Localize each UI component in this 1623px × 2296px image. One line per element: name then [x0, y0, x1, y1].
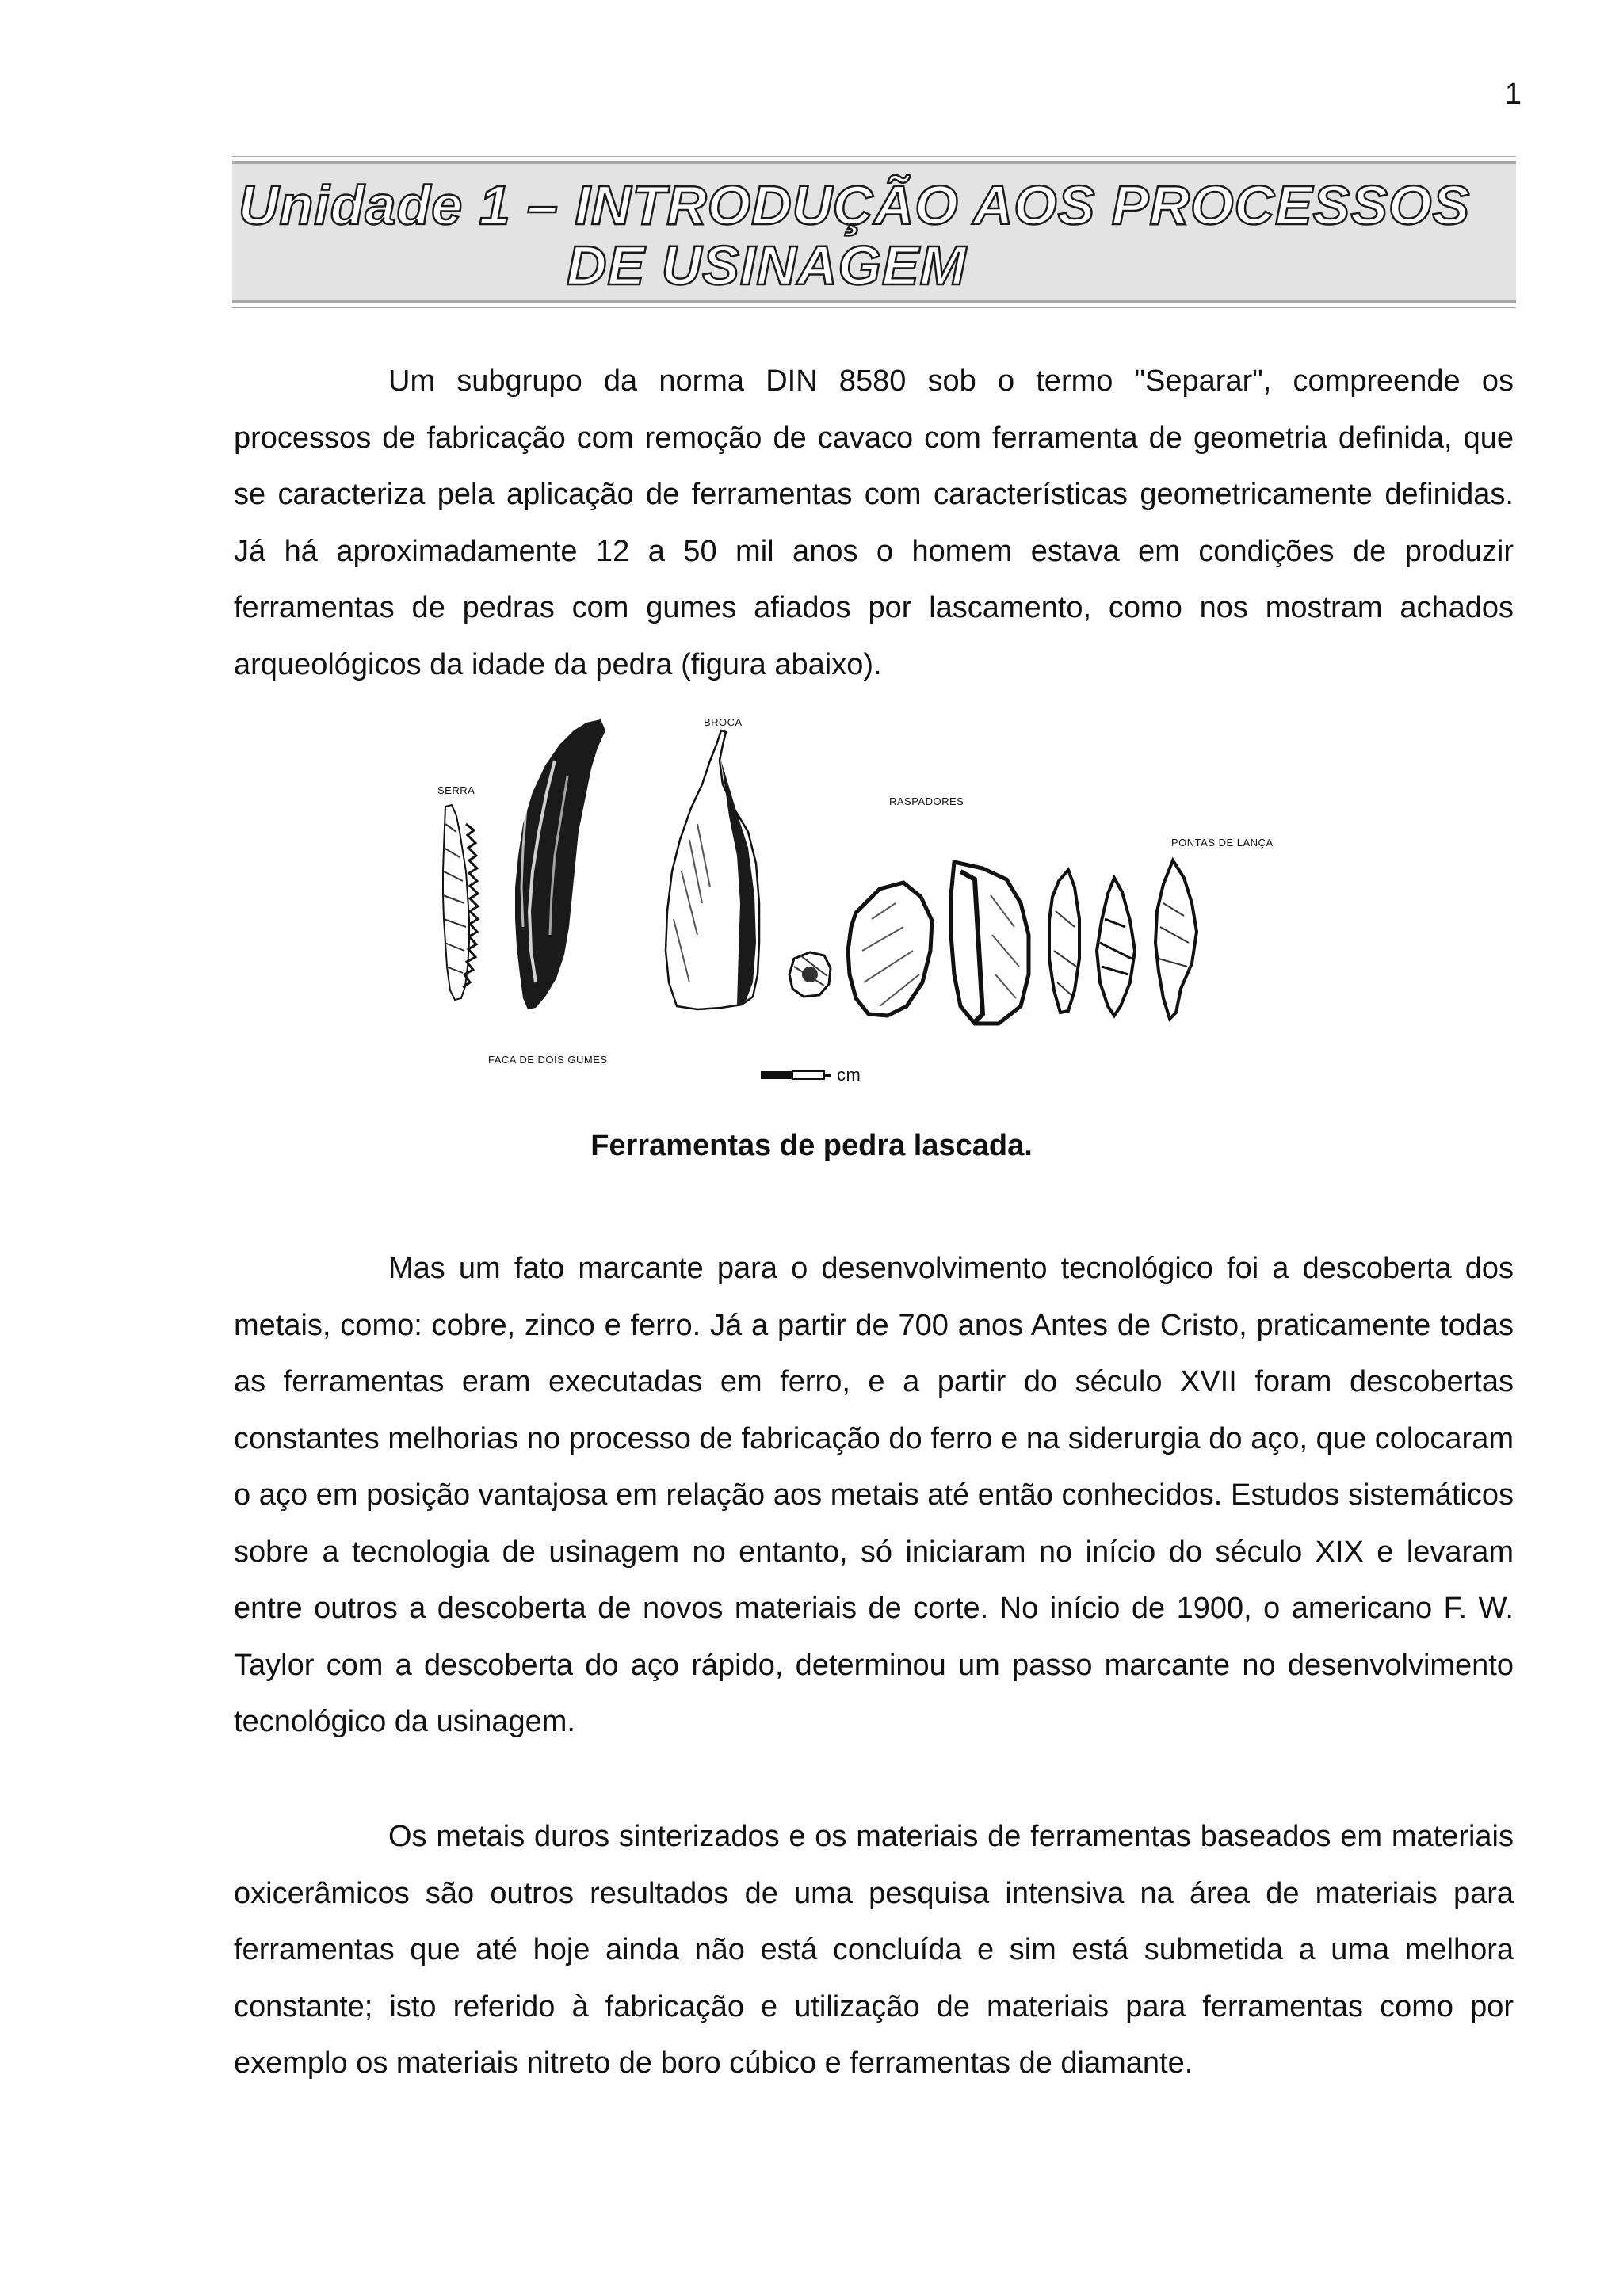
stone-tools-figure [428, 713, 1331, 1101]
paragraph-intro-text: Um subgrupo da norma DIN 8580 sob o termo "Separar", compreende os processos de fabricação com remoção de cavaco com ferramenta de geometria definida, que se caracteriza pela aplicação de ferramentas com características geometricamente definidas. Já há aproximadamente 12 a 50 mil anos o homem estava em condições de produzir ferramentas de pedras com gumes afiados por lascamento, como nos mostram achados arqueológicos da idade da pedra (figura abaixo). [234, 364, 1514, 681]
pontas-tool-drawings [1049, 860, 1197, 1019]
stone-tools-illustration [428, 713, 1331, 1101]
raspador-medium-drawing [848, 883, 932, 1016]
broca-tool-drawing [666, 730, 759, 1009]
label-serra: SERRA [437, 784, 475, 796]
faca-tool-drawing [515, 719, 605, 1009]
label-pontas-de-lanca: PONTAS DE LANÇA [1171, 837, 1274, 849]
unit-title-line-2: DE USINAGEM [567, 235, 967, 296]
raspador-large-drawing [951, 862, 1029, 1024]
label-scale-unit: cm [837, 1065, 861, 1085]
label-raspadores: RASPADORES [889, 795, 964, 807]
raspador-small-drawing [789, 952, 831, 997]
paragraph-intro [234, 353, 1514, 693]
paragraph-metals [234, 1241, 1514, 1751]
figure-caption: Ferramentas de pedra lascada. [590, 1129, 1033, 1162]
paragraph-metals-text: Mas um fato marcante para o desenvolvimento tecnológico foi a descoberta dos metais, como: cobre, zinco e ferro. Já a partir de 700 anos Antes de Cristo, praticamente todas as ferramentas eram executadas em ferro, e a partir do século XVII foram descobertas constantes melhorias no processo de fabricação do ferro e na siderurgia do aço, que colocaram o aço em posição vantajosa em relação aos metais até então conhecidos. Estudos sistemáticos sobre a tecnologia de usinagem no entanto, só iniciaram no início do século XIX e levaram entre outros a descoberta de novos materiais de corte. No início de 1900, o americano F. W. Taylor com a descoberta do aço rápido, determinou um passo marcante no desenvolvimento tecnológico da usinagem. [234, 1252, 1514, 1738]
paragraph-materials-text: Os metais duros sinterizados e os materiais de ferramentas baseados em materiais oxicerâmicos são outros resultados de uma pesquisa intensiva na área de materiais para ferramentas que até hoje ainda não está concluída e sim está submetida a uma melhora constante; isto referido à fabricação e utilização de materiais para ferramentas como por exemplo os materiais nitreto de boro cúbico e ferramentas de diamante. [234, 1820, 1514, 2080]
paragraph-materials [234, 1809, 1514, 2092]
label-broca: BROCA [704, 716, 743, 728]
scale-bar [761, 1071, 831, 1079]
serra-tool-drawing [443, 805, 478, 1000]
unit-title-line-1: Unidade 1 – INTRODUÇÃO AOS PROCESSOS [239, 174, 1471, 236]
label-faca-de-dois-gumes: FACA DE DOIS GUMES [488, 1054, 608, 1066]
page-number: 1 [1504, 78, 1522, 111]
unit-title-banner [232, 161, 1516, 303]
